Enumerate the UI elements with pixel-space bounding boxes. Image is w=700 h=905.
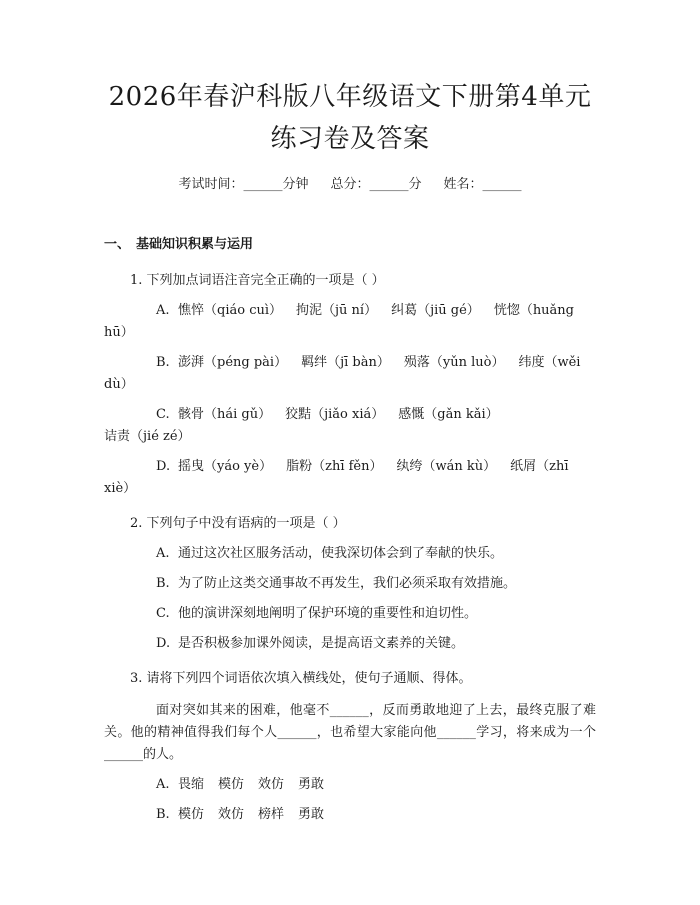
question-2-option-a (104, 543, 596, 565)
question-1-option-c (104, 404, 596, 448)
option-label: C. (156, 606, 170, 621)
option-word: 效仿 (218, 807, 245, 822)
option-word: 脂粉（zhī fěn） (286, 459, 383, 474)
option-label: B. (156, 355, 170, 370)
document-title: 2026年春沪科版八年级语文下册第4单元练习卷及答案 (108, 82, 592, 154)
option-label: A. (156, 546, 170, 561)
option-word: 效仿 (258, 777, 285, 792)
question-2-option-c (104, 603, 596, 625)
student-name-field: 姓名：______ (443, 177, 522, 192)
option-word: 榜样 (258, 807, 285, 822)
option-label: B. (156, 807, 170, 822)
option-word: 恍惚（huǎng hū） (104, 303, 575, 340)
question-1-option-a (104, 300, 596, 344)
question-3-passage: 面对突如其来的困难，他毫不______，反而勇敢地迎了上去，最终克服了难关。他的精神值得我们每个人______，也希望大家能向他______学习，将来成为一个______的人。 (104, 703, 596, 762)
option-word: 狡黠（jiǎo xiá） (285, 407, 385, 422)
total-score-field: 总分：______分 (330, 177, 422, 192)
question-1-option-d (104, 456, 596, 500)
option-word: 感慨（gǎn kǎi） (398, 407, 499, 422)
option-word: 勇敢 (298, 807, 325, 822)
option-label: C. (156, 407, 170, 422)
option-word: 模仿 (178, 807, 205, 822)
option-word: 纠葛（jiū gé） (391, 303, 480, 318)
option-word: 拘泥（jū ní） (296, 303, 378, 318)
question-1-option-b (104, 352, 596, 396)
question-1-stem: 1. 下列加点词语注音完全正确的一项是（ ） (130, 273, 385, 288)
exam-info-line (104, 176, 596, 194)
question-2-option-d (104, 633, 596, 655)
option-word: 骸骨（hái gǔ） (178, 407, 272, 422)
question-3-option-b (104, 804, 596, 826)
section-title: 基础知识积累与运用 (136, 237, 254, 252)
question-2-stem: 2. 下列句子中没有语病的一项是（ ） (130, 516, 346, 531)
option-word: 憔悴（qiáo cuì） (178, 303, 283, 318)
option-text: 通过这次社区服务活动，使我深切体会到了奉献的快乐。 (178, 546, 504, 561)
option-word: 摇曳（yáo yè） (178, 459, 273, 474)
option-text: 他的演讲深刻地阐明了保护环境的重要性和迫切性。 (178, 606, 478, 621)
question-3-stem: 3. 请将下列四个词语依次填入横线处，使句子通顺、得体。 (130, 671, 472, 686)
option-word: 勇敢 (298, 777, 325, 792)
option-word: 模仿 (218, 777, 245, 792)
exam-time-field: 考试时间：______分钟 (178, 177, 309, 192)
option-label: D. (156, 459, 171, 474)
section-heading-1 (104, 236, 596, 254)
question-2-option-b (104, 573, 596, 595)
section-number: 一、 (104, 237, 131, 252)
option-word: 殒落（yǔn luò） (403, 355, 505, 370)
question-3-option-a (104, 774, 596, 796)
option-text: 是否积极参加课外阅读，是提高语文素养的关键。 (178, 636, 465, 651)
option-word: 纨绔（wán kù） (396, 459, 497, 474)
option-word: 羁绊（jī bàn） (301, 355, 390, 370)
option-text: 为了防止这类交通事故不再发生，我们必须采取有效措施。 (178, 576, 517, 591)
option-word: 纸屑（zhī xiè） (104, 459, 569, 496)
option-label: B. (156, 576, 170, 591)
option-word: 诘责（jié zé） (104, 429, 191, 444)
option-label: D. (156, 636, 171, 651)
option-word: 澎湃（péng pài） (178, 355, 288, 370)
option-word: 纬度（wěi dù） (104, 355, 581, 392)
option-word: 畏缩 (178, 777, 205, 792)
option-label: A. (156, 303, 170, 318)
option-label: A. (156, 777, 170, 792)
